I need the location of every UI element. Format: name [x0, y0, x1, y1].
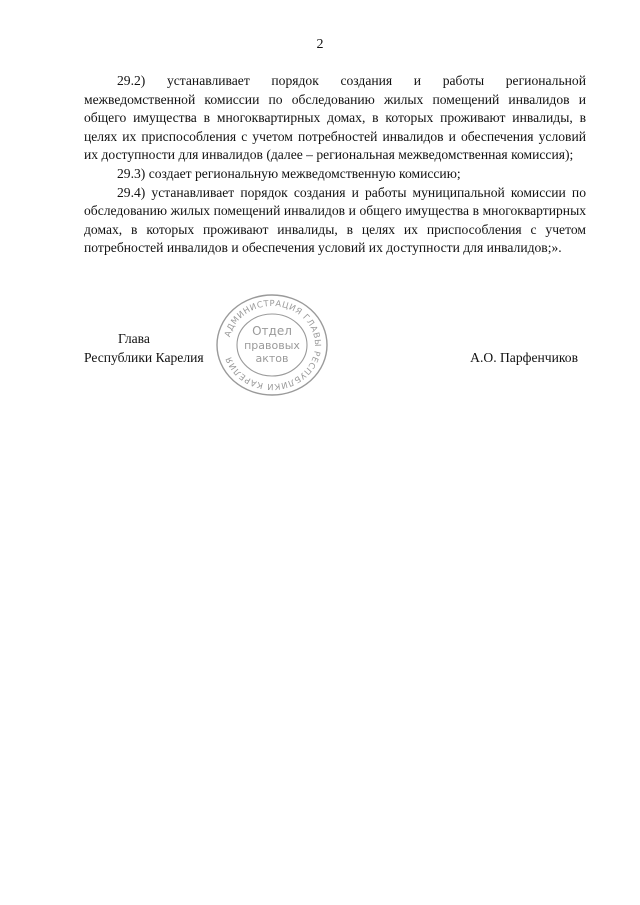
official-stamp [213, 293, 331, 397]
stamp-center-line-2: правовых [244, 339, 300, 352]
stamp-center-line-1: Отдел [252, 324, 292, 338]
page-number: 2 [316, 37, 324, 52]
paragraph-29-2: 29.2) устанавливает порядок создания и работы региональной межведомственной комиссии по обследованию жилых помещений инвалидов и общего имущества в многоквартирных домах, в которых проживают инвалиды, в целях их приспособления с учетом потребностей инвалидов и обеспечения условий их доступности для инвалидов (далее – региональная межведомственная комиссия); [84, 73, 586, 163]
stamp-ring-text-path: АДМИНИСТРАЦИЯ ГЛАВЫ РЕСПУБЛИКИ КАРЕЛИЯ [222, 297, 324, 393]
signatory-title-line-1: Глава [118, 331, 150, 346]
stamp-center-line-3: актов [255, 352, 289, 365]
paragraph-29-4: 29.4) устанавливает порядок создания и работы муниципальной комиссии по обследованию жилых помещений инвалидов и общего имущества в многоквартирных домах, в которых проживают инвалиды, в целях их приспособления с учетом потребностей инвалидов и обеспечения условий их доступности для инвалидов;». [84, 184, 586, 256]
document-body [84, 72, 586, 258]
signatory-title [84, 330, 204, 367]
paragraph-29-3: 29.3) создает региональную межведомственную комиссию; [117, 165, 461, 181]
signatory-title-line-2: Республики Карелия [84, 349, 204, 365]
signatory-name: А.О. Парфенчиков [470, 350, 578, 365]
